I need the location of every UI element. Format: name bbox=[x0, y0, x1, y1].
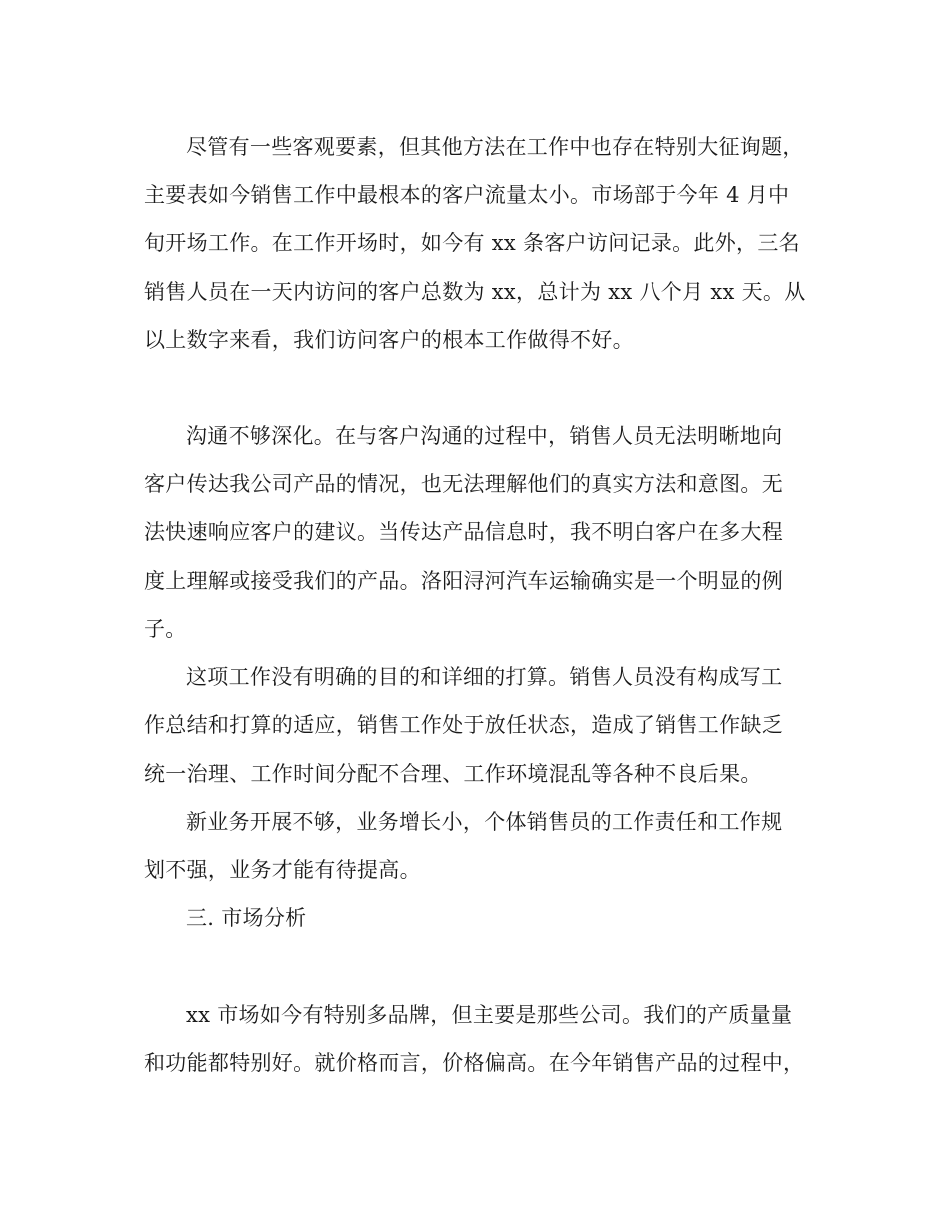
text-line: 以上数字来看，我们访问客户的根本工作做得不好。 bbox=[144, 328, 634, 352]
text-line: xx 市场如今有特别多品牌，但主要是那些公司。我们的产质量量 bbox=[186, 1003, 793, 1027]
text-line: 和功能都特别好。就价格而言，价格偏高。在今年销售产品的过程中， bbox=[144, 1051, 805, 1075]
text-line: 划不强，业务才能有待提高。 bbox=[144, 858, 421, 882]
text-line: 统一治理、工作时间分配不合理、工作环境混乱等各种不良后果。 bbox=[144, 762, 762, 786]
text-line: 法快速响应客户的建议。当传达产品信息时，我不明白客户在多大程 bbox=[144, 520, 783, 544]
text-line: 销售人员在一天内访问的客户总数为 xx，总计为 xx 八个月 xx 天。从 bbox=[144, 280, 806, 304]
text-line: 这项工作没有明确的目的和详细的打算。销售人员没有构成写工 bbox=[186, 665, 783, 689]
text-line: 客户传达我公司产品的情况，也无法理解他们的真实方法和意图。无 bbox=[144, 472, 783, 496]
text-line: 旬开场工作。在工作开场时，如今有 xx 条客户访问记录。此外，三名 bbox=[144, 231, 800, 255]
text-line: 尽管有一些客观要素，但其他方法在工作中也存在特别大征询题， bbox=[186, 135, 804, 159]
text-line: 沟通不够深化。在与客户沟通的过程中，销售人员无法明晰地向 bbox=[186, 424, 783, 448]
text-line: 度上理解或接受我们的产品。洛阳浔河汽车运输确实是一个明显的例 bbox=[144, 569, 783, 593]
text-line: 新业务开展不够，业务增长小，个体销售员的工作责任和工作规 bbox=[186, 810, 783, 834]
text-line: 子。 bbox=[144, 617, 187, 641]
text-line: 作总结和打算的适应，销售工作处于放任状态，造成了销售工作缺乏 bbox=[144, 713, 783, 737]
section-title: 三. 市场分析 bbox=[186, 906, 307, 930]
text-line: 主要表如今销售工作中最根本的客户流量太小。市场部于今年 4 月中 bbox=[144, 183, 790, 207]
